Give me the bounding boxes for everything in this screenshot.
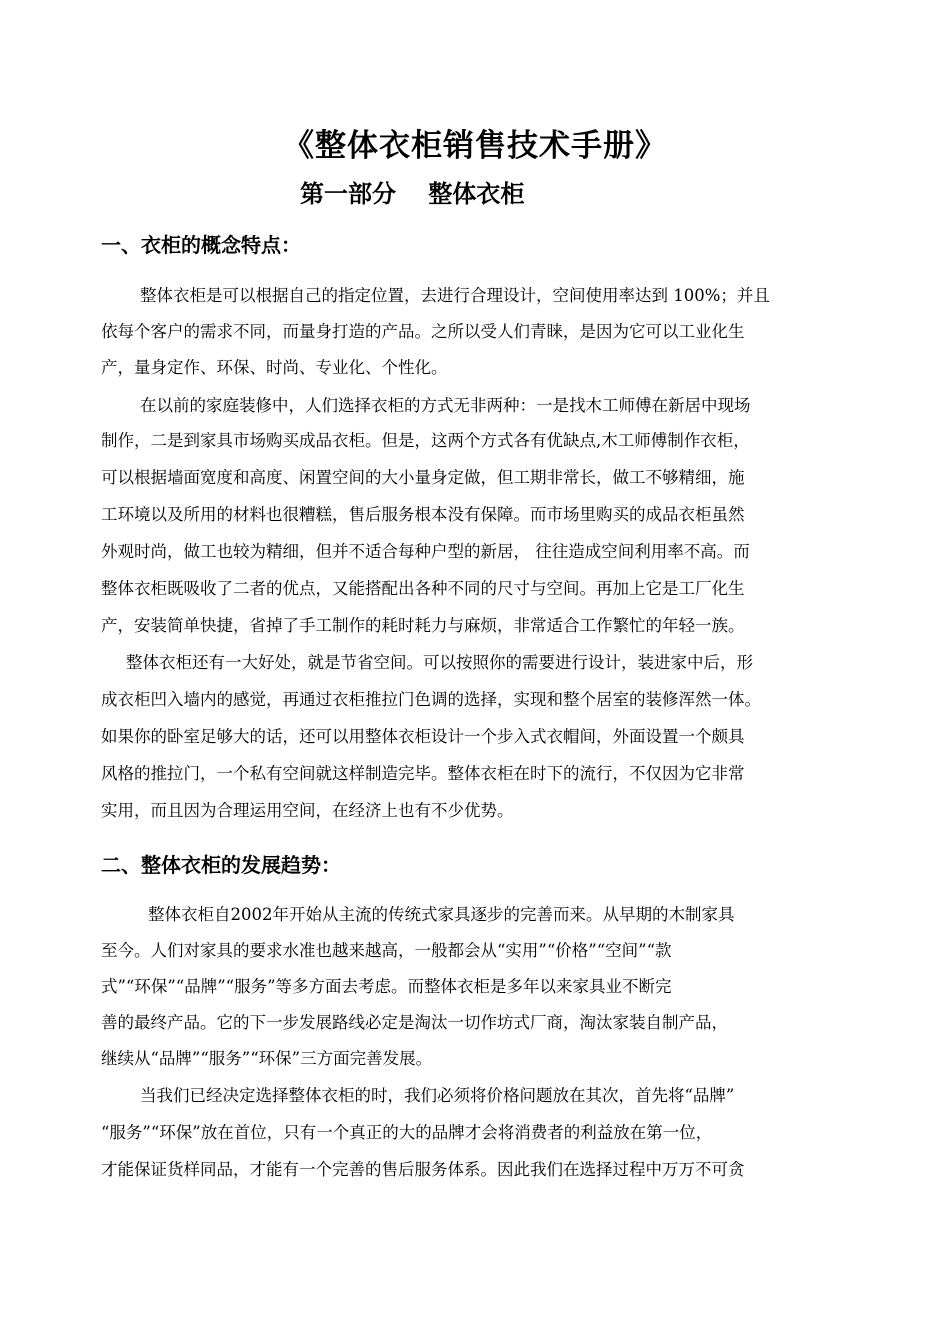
section-1-line: 外观时尚，做工也较为精细，但并不适合每种户型的新居， 往往造成空间利用率不高。而	[101, 542, 750, 561]
section-1-line: 风格的推拉门，一个私有空间就这样制造完毕。整体衣柜在时下的流行，不仅因为它非常	[101, 764, 745, 783]
section-2-line: “服务”“环保”放在首位，只有一个真正的大的品牌才会将消费者的利益放在第一位，	[101, 1123, 713, 1142]
section-1-line: 产，量身定作、环保、时尚、专业化、个性化。	[101, 358, 448, 377]
section-2-line: 善的最终产品。它的下一步发展路线必定是淘汰一切作坊式厂商，淘汰家装自制产品，	[101, 1013, 728, 1032]
section-1-line: 成衣柜凹入墙内的感觉，再通过衣柜推拉门色调的选择，实现和整个居室的装修浑然一体。	[101, 690, 761, 709]
section-1-line: 实用，而且因为合理运用空间，在经济上也有不少优势。	[101, 801, 514, 820]
section-1-line: 如果你的卧室足够大的话，还可以用整体衣柜设计一个步入式衣帽间，外面设置一个颇具	[101, 727, 745, 746]
section-2-line: 式”“环保”“品牌”“服务”等多方面去考虑。而整体衣柜是多年以来家具业不断完	[101, 977, 672, 996]
section-1-line: 整体衣柜既吸收了二者的优点，又能搭配出各种不同的尺寸与空间。再加上它是工厂化生	[101, 579, 745, 598]
section-1-line: 依每个客户的需求不同，而量身打造的产品。之所以受人们青睐，是因为它可以工业化生	[101, 322, 745, 341]
section-1-line: 可以根据墙面宽度和高度、闲置空间的大小量身定做，但工期非常长，做工不够精细，施	[101, 468, 745, 487]
document-subtitle: 第一部分 整体衣柜	[300, 180, 525, 208]
section-1-line: 整体衣柜是可以根据自己的指定位置，去进行合理设计，空间使用率达到 100%；并且	[140, 286, 770, 305]
section-1-line: 制作，二是到家具市场购买成品衣柜。但是，这两个方式各有优缺点,木工师傅制作衣柜，	[101, 431, 750, 450]
section-2-line: 才能保证货样同品，才能有一个完善的售后服务体系。因此我们在选择过程中万万不可贪	[101, 1160, 745, 1179]
section-1-line: 整体衣柜还有一大好处，就是节省空间。可以按照你的需要进行设计，装进家中后，形	[126, 653, 753, 672]
section-1-heading: 一、衣柜的概念特点：	[101, 233, 301, 257]
section-1-line: 在以前的家庭装修中，人们选择衣柜的方式无非两种：一是找木工师傅在新居中现场	[140, 396, 751, 415]
section-2-line: 整体衣柜自2002年开始从主流的传统式家具逐步的完善而来。从早期的木制家具	[148, 905, 735, 924]
section-2-line: 至今。人们对家具的要求水准也越来越高，一般都会从“实用”“价格”“空间”“款	[101, 941, 672, 960]
section-2-line: 当我们已经决定选择整体衣柜的时，我们必须将价格问题放在其次，首先将“品牌”	[140, 1086, 735, 1105]
section-1-line: 工环境以及所用的材料也很糟糕，售后服务根本没有保障。而市场里购买的成品衣柜虽然	[101, 505, 745, 524]
section-1-line: 产，安装简单快捷，省掉了手工制作的耗时耗力与麻烦，非常适合工作繁忙的年轻一族。	[101, 616, 745, 635]
section-2-heading: 二、整体衣柜的发展趋势：	[101, 853, 341, 877]
document-title: 《整体衣柜销售技术手册》	[283, 128, 667, 164]
section-2-line: 继续从“品牌”“服务”“环保”三方面完善发展。	[101, 1049, 433, 1068]
